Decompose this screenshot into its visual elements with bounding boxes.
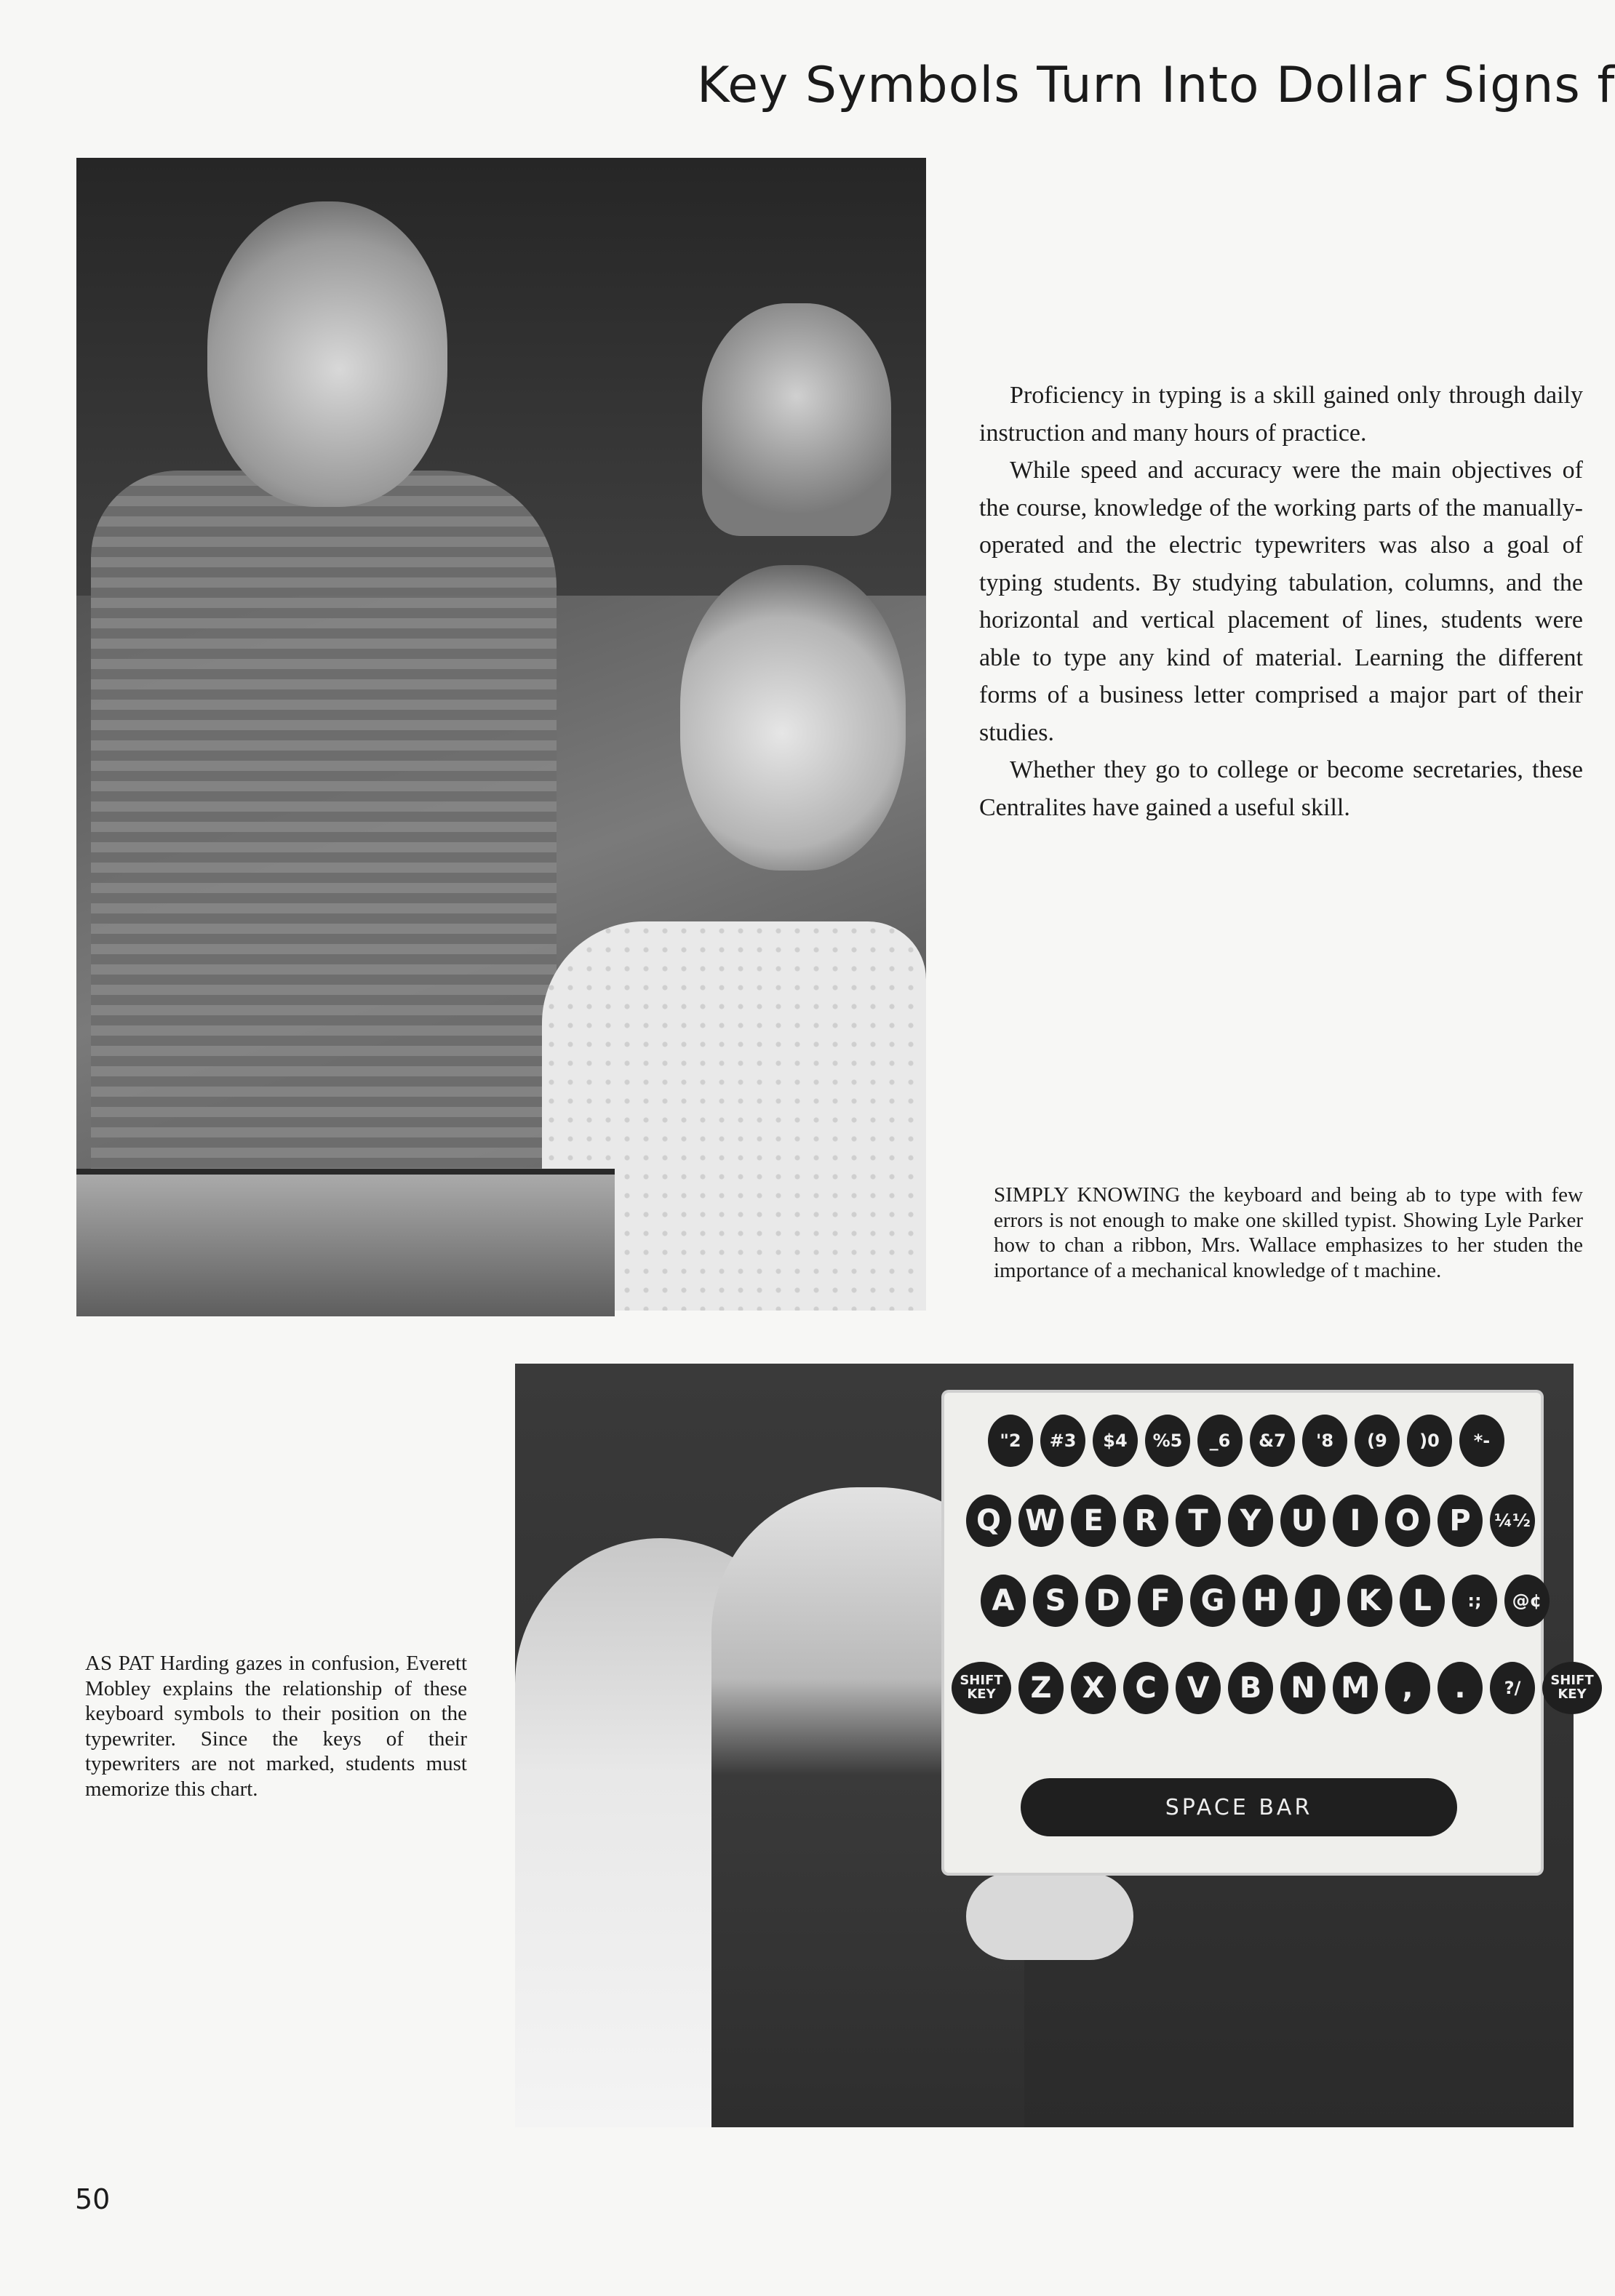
pointing-hand <box>966 1873 1133 1960</box>
student-head <box>680 565 906 871</box>
page-title: Key Symbols Turn Into Dollar Signs f <box>697 57 1615 114</box>
chart-key: E <box>1071 1495 1116 1547</box>
typewriter <box>76 1169 615 1316</box>
body-paragraph: While speed and accuracy were the main objectives of the course, knowledge of the working parts of the manually-operated and the electric typewriters was also a goal of typing students. By studying tabulation, columns, and the horizontal and vertical placement of lines, students were able to type any kind of material. Learning the different forms of a business letter comprised a major part of their studies. <box>979 457 1583 746</box>
chart-key: ?/ <box>1490 1662 1535 1714</box>
chart-key: (9 <box>1355 1415 1400 1467</box>
background-student <box>702 303 891 536</box>
chart-key: O <box>1385 1495 1430 1547</box>
chart-key: B <box>1228 1662 1273 1714</box>
chart-key: F <box>1138 1575 1183 1627</box>
chart-key: T <box>1176 1495 1221 1547</box>
chart-key: C <box>1123 1662 1168 1714</box>
chart-row-home <box>981 1575 1550 1627</box>
chart-key: #3 <box>1040 1415 1085 1467</box>
chart-key: Z <box>1018 1662 1064 1714</box>
chart-key: . <box>1437 1662 1483 1714</box>
chart-key: Y <box>1228 1495 1273 1547</box>
chart-key: L <box>1400 1575 1445 1627</box>
chart-key: R <box>1123 1495 1168 1547</box>
chart-key: "2 <box>988 1415 1033 1467</box>
chart-key: ¼½ <box>1490 1495 1535 1547</box>
article-body <box>979 377 1583 944</box>
page-number: 50 <box>75 2183 111 2215</box>
chart-key: @¢ <box>1504 1575 1550 1627</box>
keyboard-chart <box>944 1393 1594 1873</box>
keyboard-chart-photo <box>515 1364 1594 2127</box>
chart-key: &7 <box>1250 1415 1295 1467</box>
body-paragraph: Whether they go to college or become secretaries, these Centralites have gained a useful skill. <box>979 756 1583 821</box>
chart-key: M <box>1333 1662 1378 1714</box>
caption-top <box>994 1183 1583 1283</box>
chart-key: $4 <box>1093 1415 1138 1467</box>
chart-key: I <box>1333 1495 1378 1547</box>
chart-key: H <box>1243 1575 1288 1627</box>
chart-key: *- <box>1459 1415 1504 1467</box>
chart-key: K <box>1347 1575 1392 1627</box>
chart-key: U <box>1280 1495 1325 1547</box>
chart-key: P <box>1437 1495 1483 1547</box>
chart-row-qwerty <box>966 1495 1535 1547</box>
chart-key: X <box>1071 1662 1116 1714</box>
chart-key: A <box>981 1575 1026 1627</box>
typing-instruction-photo <box>76 158 926 1311</box>
teacher-head <box>207 201 447 507</box>
caption-top-text: SIMPLY KNOWING the keyboard and being ab to type with few errors is not enough to make one skilled typist. Showing Lyle Parker how to chan a ribbon, Mrs. Wallace emphasizes to her studen the importance of a mechanical knowledge of t machine. <box>994 1183 1583 1282</box>
chart-key: W <box>1018 1495 1064 1547</box>
chart-key: %5 <box>1145 1415 1190 1467</box>
body-paragraph: Proficiency in typing is a skill gained only through daily instruction and many hours of practice. <box>979 382 1583 447</box>
chart-key: :; <box>1452 1575 1497 1627</box>
chart-key-shift-left: SHIFT KEY <box>952 1662 1011 1714</box>
chart-key: '8 <box>1302 1415 1347 1467</box>
chart-key-shift-right: SHIFT KEY <box>1542 1662 1602 1714</box>
chart-key: N <box>1280 1662 1325 1714</box>
chart-key: S <box>1033 1575 1078 1627</box>
chart-key: V <box>1176 1662 1221 1714</box>
caption-bottom: AS PAT Harding gazes in confusion, Everett Mobley explains the relationship of these keyboard symbols to their position on the typewriter. Since the keys of their typewriters are not marked, students must memorize this chart. <box>85 1652 467 1801</box>
chart-key: Q <box>966 1495 1011 1547</box>
chart-space-bar: SPACE BAR <box>1021 1778 1457 1836</box>
chart-key: )0 <box>1407 1415 1452 1467</box>
chart-row-numbers <box>988 1415 1504 1467</box>
chart-key: D <box>1085 1575 1130 1627</box>
chart-key: J <box>1295 1575 1340 1627</box>
chart-key: _6 <box>1197 1415 1243 1467</box>
chart-row-bottom <box>952 1662 1602 1714</box>
chart-key: G <box>1190 1575 1235 1627</box>
chart-key: , <box>1385 1662 1430 1714</box>
